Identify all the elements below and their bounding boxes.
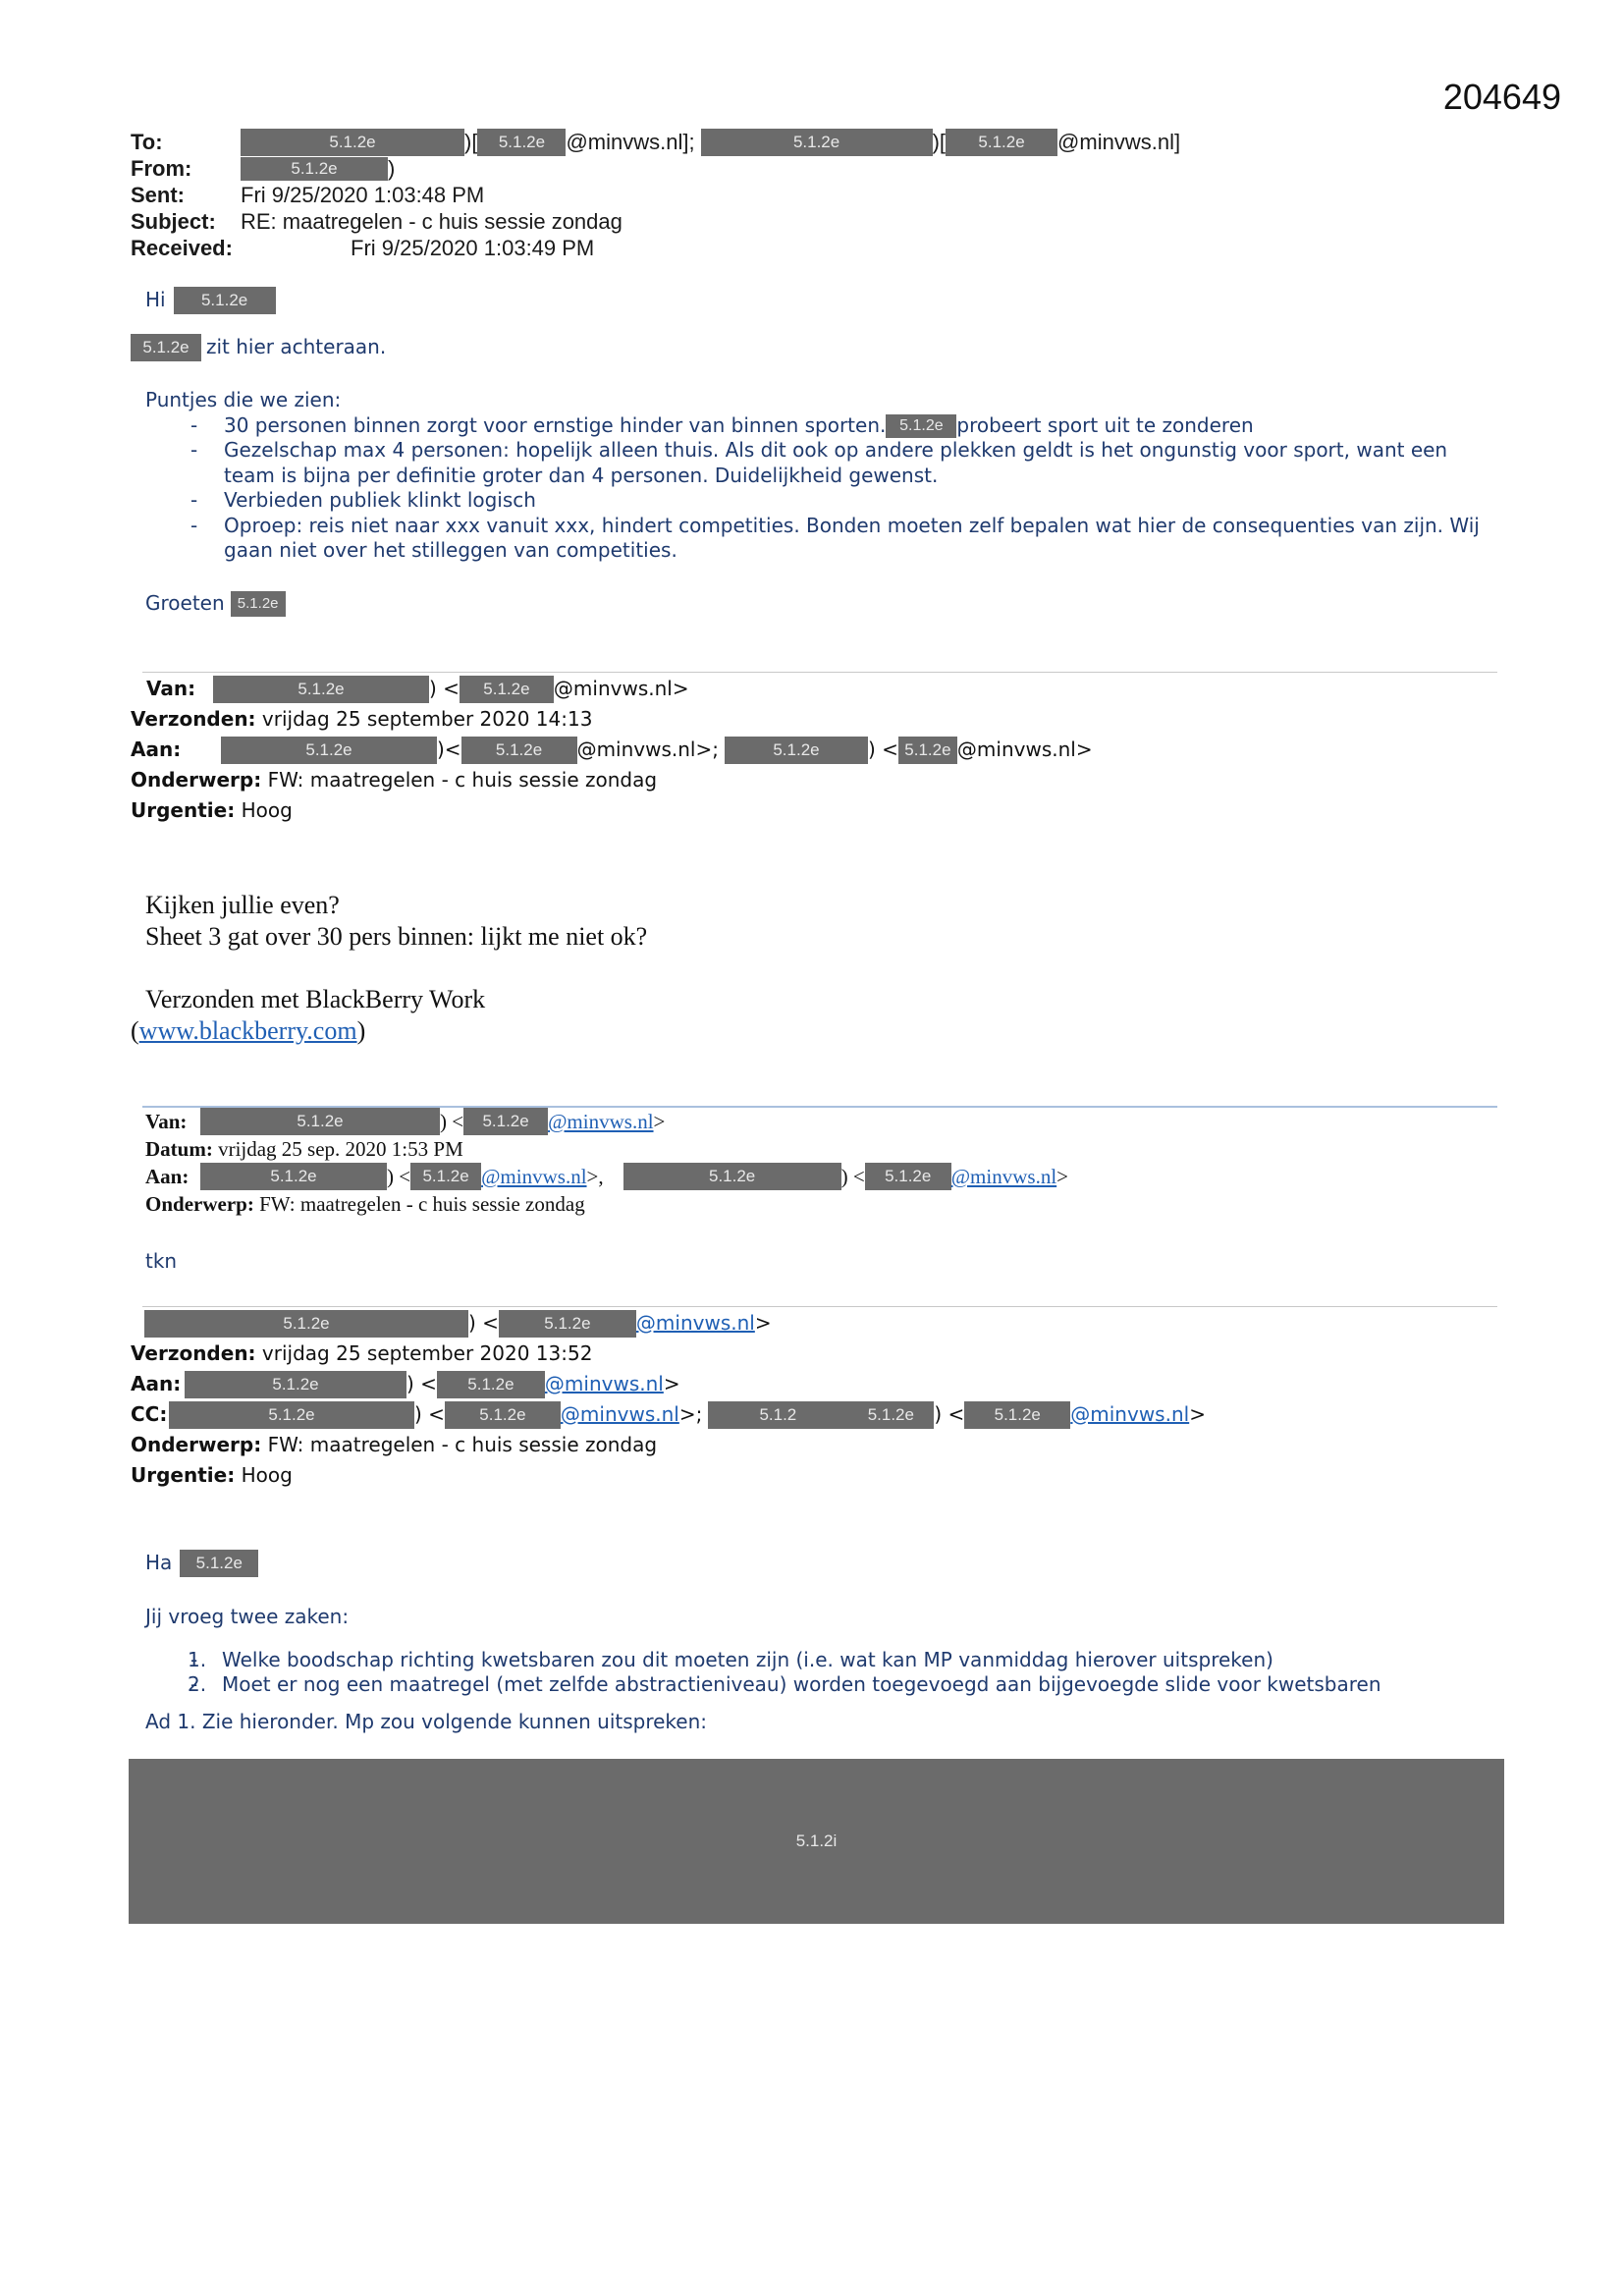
punct: )< xyxy=(437,738,461,761)
punct: )[ xyxy=(932,130,947,154)
from-label: From: xyxy=(131,156,192,181)
document-number: 204649 xyxy=(1442,77,1561,117)
punct: ) < xyxy=(867,738,898,761)
redaction: 5.1.2e xyxy=(946,129,1057,156)
redaction: 5.1.2e xyxy=(231,591,286,617)
redaction: 5.1.2e xyxy=(185,1371,406,1398)
body-line: Kijken jullie even? xyxy=(145,891,340,919)
datum-value: vrijdag 25 sep. 2020 1:53 PM xyxy=(218,1137,463,1161)
redaction: 5.1.2e xyxy=(200,1163,387,1190)
redaction: 5.1.2 xyxy=(708,1401,847,1429)
redaction: 5.1.2e xyxy=(499,1310,636,1338)
message-3-header: Van: 5.1.2e ) < 5.1.2e @minvws.nl > Datum: vrijdag 25 sep. 2020 1:53 PM Aan: 5.1.2e ) < 5.1.2e @minvws.nl >, 5.1.2e ) < 5.1.2e @minvws.nl > Onderwerp: FW: maatregelen - c huis sessie zondag xyxy=(145,1110,1068,1216)
punct: ) < xyxy=(840,1165,865,1188)
email-link[interactable]: @minvws.nl xyxy=(544,1372,664,1395)
redaction: 5.1.2e xyxy=(131,334,201,361)
onderwerp-value: FW: maatregelen - c huis sessie zondag xyxy=(267,768,658,792)
body-line: Sheet 3 gat over 30 pers binnen: lijkt me niet ok? xyxy=(145,922,648,951)
van-label: Van: xyxy=(145,1110,188,1133)
punct: ) < xyxy=(934,1402,965,1426)
redaction: 5.1.2e xyxy=(213,676,429,703)
sent-label: Sent: xyxy=(131,183,185,207)
message-4-greeting xyxy=(145,1548,258,1579)
greeting: Hi xyxy=(145,288,166,312)
to-domain-2: @minvws.nl] xyxy=(1057,130,1181,154)
punct: ) < xyxy=(440,1110,464,1133)
redaction: 5.1.2e xyxy=(437,1371,545,1398)
points-block xyxy=(145,388,1500,564)
redaction: 5.1.2e xyxy=(144,1310,468,1338)
redaction: 5.1.2e xyxy=(898,737,957,764)
header-to-row xyxy=(131,129,1180,155)
list-item: - 1. Welke boodschap richting kwetsbaren zou dit moeten zijn (i.e. wat kan MP vanmiddag hierover uitspreken) xyxy=(145,1648,1500,1673)
email-domain: @minvws.nl> xyxy=(956,738,1093,761)
redaction: 5.1.2e xyxy=(701,129,933,156)
closing-line xyxy=(145,589,286,619)
list-item: - 30 personen binnen zorgt voor ernstige hinder van binnen sporten. 5.1.2e probeert sport uit te zonderen xyxy=(145,413,1500,439)
signature: Verzonden met BlackBerry Work xyxy=(145,985,486,1013)
numbered-list xyxy=(145,1648,1500,1698)
header-from-row xyxy=(131,155,1180,182)
to-domain-1: @minvws.nl]; xyxy=(566,130,695,154)
urgentie-value: Hoog xyxy=(241,798,293,822)
email-link[interactable]: @minvws.nl xyxy=(548,1110,654,1133)
greeting: Ha xyxy=(145,1551,173,1575)
message-3-body: tkn xyxy=(145,1249,178,1273)
redaction: 5.1.2e xyxy=(865,1163,951,1190)
redaction: 5.1.2e xyxy=(847,1401,934,1429)
header-received-row xyxy=(131,235,1180,261)
redaction: 5.1.2e xyxy=(461,737,577,764)
list-item: - 2. Moet er nog een maatregel (met zelfde abstractieniveau) worden toegevoegd aan bijgevoegde slide voor kwetsbaren xyxy=(145,1672,1500,1698)
onderwerp-value: FW: maatregelen - c huis sessie zondag xyxy=(259,1192,585,1216)
subject-value: RE: maatregelen - c huis sessie zondag xyxy=(241,209,623,234)
redaction: 5.1.2e xyxy=(169,1401,414,1429)
punct: ) < xyxy=(406,1372,437,1395)
email-domain: @minvws.nl>; xyxy=(576,738,719,761)
greeting-line xyxy=(145,285,1500,316)
punct: )[ xyxy=(464,130,478,154)
onderwerp-label: Onderwerp: xyxy=(145,1192,254,1216)
email-link[interactable]: @minvws.nl xyxy=(1070,1402,1190,1426)
message-1-line xyxy=(131,332,1505,363)
message-1-text: zit hier achteraan. xyxy=(206,335,387,359)
redaction: 5.1.2e xyxy=(460,676,554,703)
separator xyxy=(142,672,1497,673)
large-redaction: 5.1.2i xyxy=(129,1759,1504,1924)
redaction: 5.1.2e xyxy=(174,287,276,314)
redaction: 5.1.2e xyxy=(200,1108,440,1135)
header-subject-row xyxy=(131,208,1180,235)
urgentie-label: Urgentie: xyxy=(131,1463,236,1487)
redaction: 5.1.2e xyxy=(463,1108,548,1135)
message-2-header xyxy=(131,674,1093,826)
van-label: Van: xyxy=(146,677,196,700)
onderwerp-label: Onderwerp: xyxy=(131,1433,262,1456)
received-value: Fri 9/25/2020 1:03:49 PM xyxy=(351,236,595,260)
email-link[interactable]: @minvws.nl xyxy=(635,1311,755,1335)
redaction: 5.1.2e xyxy=(410,1163,481,1190)
received-label: Received: xyxy=(131,236,233,260)
redaction: 5.1.2e xyxy=(221,737,437,764)
redaction: 5.1.2e xyxy=(477,129,566,156)
list-item: - Gezelschap max 4 personen: hopelijk alleen thuis. Als dit ook op andere plekken geldt is het ongunstig voor sport, want een team is bijna per definitie groter dan 4 personen. Duidelijkheid gewenst. xyxy=(145,438,1500,488)
punct: ) < xyxy=(387,1165,411,1188)
intro: Jij vroeg twee zaken: xyxy=(145,1605,350,1628)
verzonden-label: Verzonden: xyxy=(131,1341,256,1365)
punct: ) < xyxy=(468,1311,499,1335)
list-item: - Oproep: reis niet naar xxx vanuit xxx, hindert competities. Bonden moeten zelf bepalen wat hier de consequenties van zijn. Wij gaan niet over het stilleggen van competities. xyxy=(145,514,1500,564)
aan-label: Aan: xyxy=(145,1165,189,1188)
cc-label: CC: xyxy=(131,1402,168,1426)
email-header xyxy=(131,129,1180,261)
header-sent-row xyxy=(131,182,1180,208)
email-link[interactable]: @minvws.nl xyxy=(950,1165,1057,1188)
points-list xyxy=(145,413,1500,564)
signature-link-line: (www.blackberry.com) xyxy=(131,1016,366,1045)
points-title: Puntjes die we zien: xyxy=(145,388,342,411)
redaction: 5.1.2e xyxy=(964,1401,1070,1429)
punct: ) xyxy=(388,156,396,181)
redaction: 5.1.2e xyxy=(623,1163,841,1190)
redaction: 5.1.2e xyxy=(180,1550,258,1577)
ad1-text: Ad 1. Zie hieronder. Mp zou volgende kunnen uitspreken: xyxy=(145,1709,708,1733)
to-label: To: xyxy=(131,130,163,154)
onderwerp-value: FW: maatregelen - c huis sessie zondag xyxy=(267,1433,658,1456)
redaction: 5.1.2e xyxy=(445,1401,561,1429)
redaction: 5.1.2e xyxy=(725,737,868,764)
urgentie-value: Hoog xyxy=(241,1463,293,1487)
message-2-body xyxy=(145,890,647,1015)
sent-value: Fri 9/25/2020 1:03:48 PM xyxy=(241,183,485,207)
verzonden-value: vrijdag 25 september 2020 14:13 xyxy=(261,707,593,731)
redaction: 5.1.2e xyxy=(886,414,956,438)
closing: Groeten xyxy=(145,591,225,616)
redaction: 5.1.2e xyxy=(241,129,464,156)
aan-label: Aan: xyxy=(131,738,182,761)
message-4-header: 5.1.2e ) < 5.1.2e @minvws.nl > Verzonden: vrijdag 25 september 2020 13:52 Aan: 5.1.2e ) < 5.1.2e @minvws.nl > CC: 5.1.2e ) < 5.1.2e @minvws.nl >; 5.1.2 5.1.2e ) < 5.1.2e @minvws.nl > Onderwerp: FW: maatregelen - c huis sessie zondag Urgentie: Hoog xyxy=(131,1308,1206,1491)
aan-label: Aan: xyxy=(131,1372,182,1395)
datum-label: Datum: xyxy=(145,1137,213,1161)
verzonden-value: vrijdag 25 september 2020 13:52 xyxy=(261,1341,593,1365)
blackberry-link[interactable]: www.blackberry.com xyxy=(138,1016,357,1045)
list-item: - Verbieden publiek klinkt logisch xyxy=(145,488,1500,514)
punct: ) < xyxy=(429,677,460,700)
email-link[interactable]: @minvws.nl xyxy=(481,1165,587,1188)
email-domain: @minvws.nl> xyxy=(553,677,689,700)
separator xyxy=(142,1306,1497,1307)
punct: ) < xyxy=(414,1402,445,1426)
message-1-body xyxy=(145,285,1500,316)
message-4-body xyxy=(145,1605,1500,1734)
verzonden-label: Verzonden: xyxy=(131,707,256,731)
email-link[interactable]: @minvws.nl xyxy=(560,1402,679,1426)
subject-label: Subject: xyxy=(131,209,216,234)
urgentie-label: Urgentie: xyxy=(131,798,236,822)
onderwerp-label: Onderwerp: xyxy=(131,768,262,792)
redaction: 5.1.2e xyxy=(241,157,388,181)
